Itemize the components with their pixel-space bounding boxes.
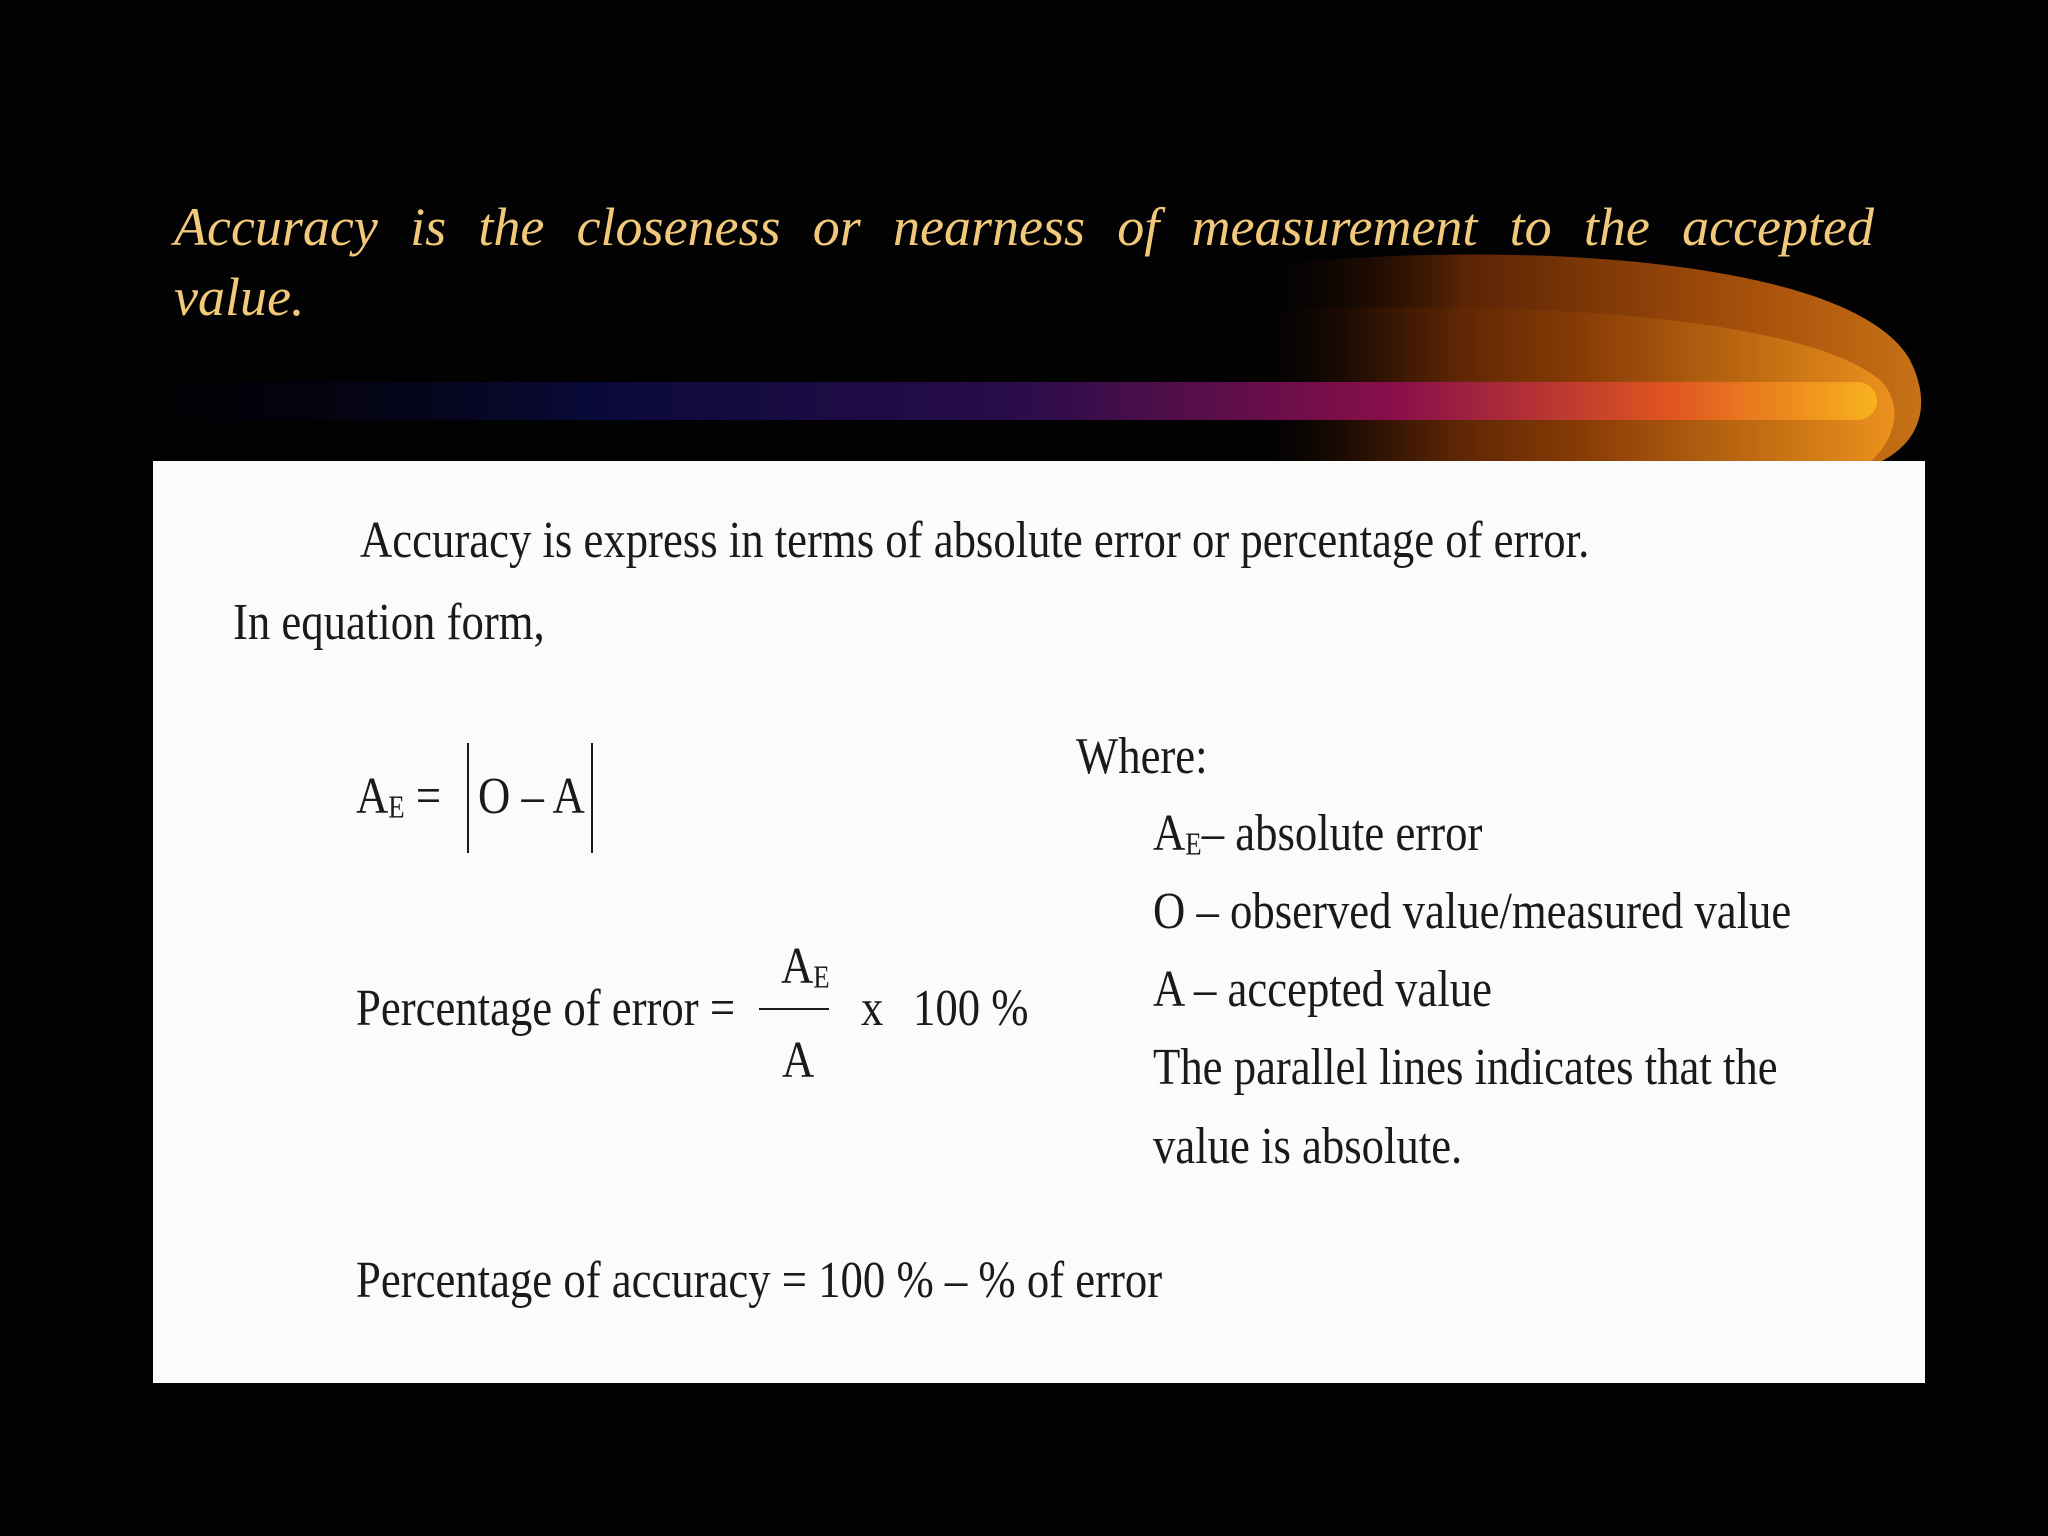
absolute-value-bar-left [467,743,469,853]
absolute-value-bar-right [591,743,593,853]
parallel-lines-note-2: value is absolute. [1153,1118,1463,1175]
percentage-accuracy-equation: Percentage of accuracy = 100 % – % of error [356,1252,1163,1309]
absolute-error-inner: O – A [478,768,585,825]
where-o-definition: O – observed value/measured value [1153,883,1792,940]
times-sign: x [861,980,884,1037]
equation-panel [153,461,1925,1383]
fraction-numerator: AE [781,938,830,995]
hundred-percent: 100 % [913,980,1029,1037]
where-title: Where: [1076,728,1208,785]
percentage-error-label: Percentage of error = [356,980,736,1037]
absolute-error-lhs: AE = [356,768,442,825]
parallel-lines-note-1: The parallel lines indicates that the [1153,1039,1778,1096]
intro-text: Accuracy is express in terms of absolute error or percentage of error. [360,512,1590,569]
where-ae-definition: AE– absolute error [1153,805,1483,862]
fraction-denominator: A [782,1032,815,1089]
slide-heading: Accuracy is the closeness or nearness of measurement to the accepted value. [174,197,1874,327]
equation-form-text: In equation form, [233,594,545,651]
fraction-line [759,1008,829,1010]
where-a-definition: A – accepted value [1153,961,1492,1018]
gradient-band [170,382,1877,420]
